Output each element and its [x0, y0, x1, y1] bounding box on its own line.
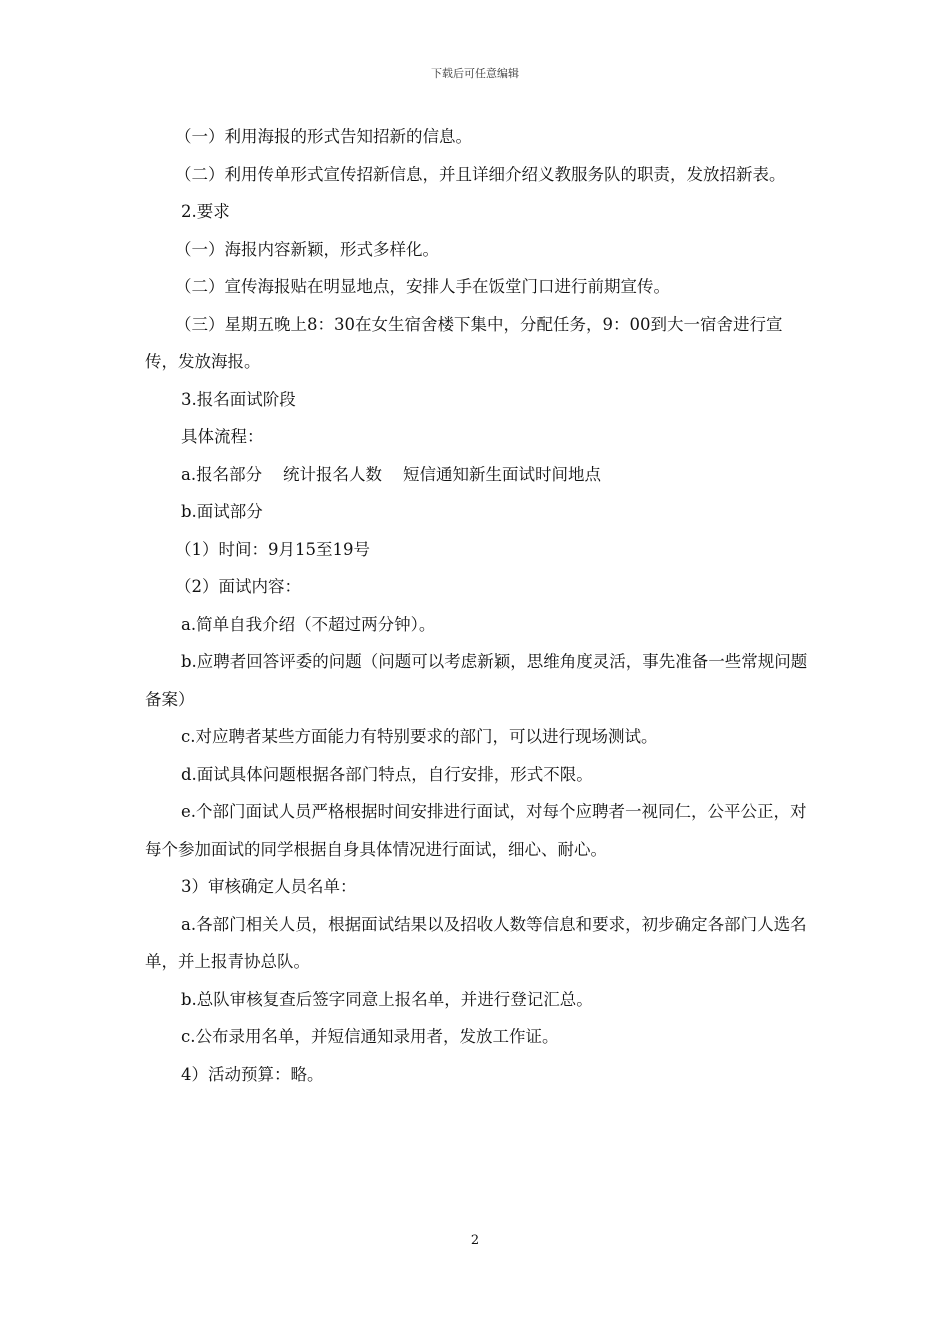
paragraph-budget: 4）活动预算：略。 — [181, 1064, 324, 1084]
paragraph-requirement-3: （三）星期五晚上8：30在女生宿舍楼下集中，分配任务，9：00到大一宿舍进行宣传，发放海报。 — [145, 314, 783, 371]
paragraph-flyer-promotion: （二）利用传单形式宣传招新信息，并且详细介绍义教服务队的职责，发放招新表。 — [175, 164, 786, 184]
paragraph-requirement-1: （一）海报内容新颖，形式多样化。 — [175, 239, 439, 259]
paragraph-registration-part: a.报名部分 统计报名人数 短信通知新生面试时间地点 — [181, 464, 602, 484]
paragraph-department-shortlist: a.各部门相关人员，根据面试结果以及招收人数等信息和要求，初步确定各部门人选名单，并上报青协总队。 — [145, 914, 807, 971]
paragraph-review-heading: 3）审核确定人员名单： — [181, 877, 357, 896]
paragraph-self-introduction: a.简单自我介绍（不超过两分钟）。 — [181, 614, 436, 634]
paragraph-headquarters-review: b.总队审核复查后签字同意上报名单，并进行登记汇总。 — [181, 989, 593, 1009]
paragraph-interview-arrangement: d.面试具体问题根据各部门特点，自行安排，形式不限。 — [181, 764, 593, 784]
paragraph-answer-questions: b.应聘者回答评委的问题（问题可以考虑新颖，思维角度灵活，事先准备一些常规问题备案） — [145, 652, 808, 709]
paragraph-interview-content: （2）面试内容： — [175, 577, 301, 596]
paragraph-fair-interview: e.个部门面试人员严格根据时间安排进行面试，对每个应聘者一视同仁，公平公正，对每个参加面试的同学根据自身具体情况进行面试，细心、耐心。 — [145, 802, 807, 859]
paragraph-process-heading: 具体流程： — [181, 427, 264, 446]
header-note: 下载后可任意编辑 — [431, 67, 519, 80]
paragraph-interview-stage-heading: 3.报名面试阶段 — [181, 389, 296, 409]
paragraph-interview-time: （1）时间：9月15至19号 — [175, 539, 370, 559]
paragraph-requirements-heading: 2.要求 — [181, 202, 230, 221]
page-number: 2 — [470, 1233, 480, 1248]
paragraph-publish-list: c.公布录用名单，并短信通知录用者，发放工作证。 — [181, 1027, 559, 1046]
paragraph-poster-notice: （一）利用海报的形式告知招新的信息。 — [175, 127, 472, 146]
paragraph-interview-part: b.面试部分 — [181, 502, 263, 521]
paragraph-requirement-2: （二）宣传海报贴在明显地点，安排人手在饭堂门口进行前期宣传。 — [175, 277, 670, 296]
document-body — [145, 118, 809, 1093]
paragraph-onsite-test: c.对应聘者某些方面能力有特别要求的部门，可以进行现场测试。 — [181, 727, 658, 746]
